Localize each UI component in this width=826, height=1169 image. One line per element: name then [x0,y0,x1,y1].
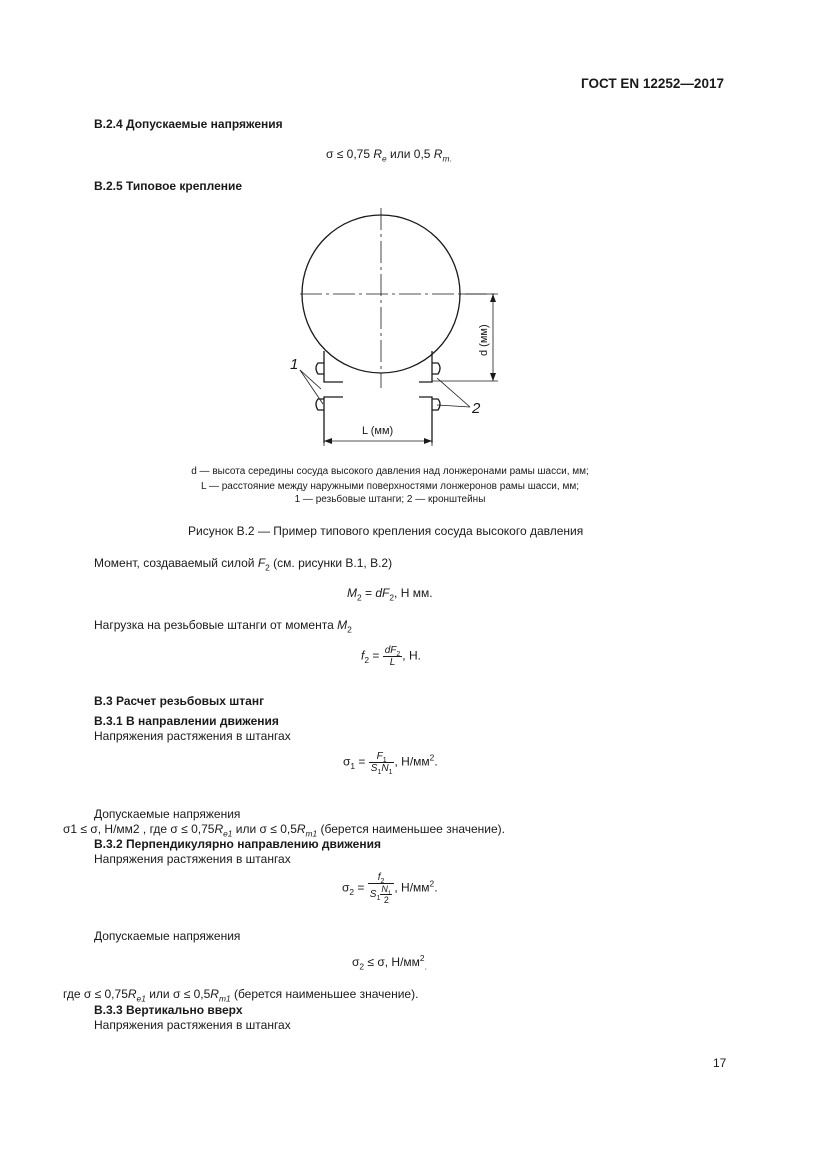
bracket-right-lower [432,399,440,410]
formula-allowable-stress: σ ≤ 0,75 $R_e$ или 0,5 $R_{m.}$ [326,147,452,164]
section-b33-text: Напряжения растяжения в штангах [94,1018,291,1032]
bracket-left-lower [316,399,324,410]
document-code: ГОСТ EN 12252—2017 [581,76,724,91]
section-b31-title: B.3.1 В направлении движения [94,714,279,728]
load-equation: $f_2$ = $\frac{dF_2}{L}$ , Н. [361,645,421,668]
section-b25-title: B.2.5 Типовое крепление [94,179,243,193]
stress-equation-2: $\sigma_2$ = $f_2$ $S_1$ $\frac{N_1}{2}$ , $Н/мм^2$. [342,872,438,905]
allowable-stress-where-2: где $\sigma \le 0,75R_{e1}$ или $\sigma \le 0,5R_{m1}$ (берется наименьшее значение). [63,987,419,1004]
allowable-stress-label-1: Допускаемые напряжения [94,807,241,821]
section-b31-text: Напряжения растяжения в штангах [94,729,291,743]
bracket-left-upper [316,363,324,374]
section-b33-title: B.3.3 Вертикально вверх [94,1003,243,1017]
figure-b2-diagram [0,0,826,520]
allowable-stress-label-2: Допускаемые напряжения [94,929,241,943]
dim-d-label: d (мм) [478,324,490,356]
load-text: Нагрузка на резьбовые штанги от момента $M_2$ [94,618,352,635]
frame-rail-right-lower [419,397,432,443]
section-b24-title: B.2.4 Допускаемые напряжения [94,117,283,131]
allowable-stress-equation-2: $\sigma_2 \le \sigma$, $Н/мм^2_.$ [352,953,427,972]
bracket-right-upper [432,363,440,374]
section-b32-title: B.3.2 Перпендикулярно направлению движения [94,837,381,851]
moment-equation: $M_2 = dF_2$, Н мм. [347,586,433,603]
page-number: 17 [713,1056,727,1070]
section-b3-title: B.3 Расчет резьбовых штанг [94,694,265,708]
allowable-stress-line-1: σ1 ≤ σ, Н/мм2 , где $\sigma \le 0,75R_{e1}$ или $\sigma \le 0,5R_{m1}$ (берется наименьшее значение). [63,822,505,839]
figure-legend-line-3: 1 — резьбовые штанги; 2 — кронштейны [294,494,486,505]
figure-legend-line-1: d — высота середины сосуда высокого давления над лонжеронами рамы шасси, мм; [191,466,589,477]
callout-2: 2 [472,400,481,417]
callout-1: 1 [290,356,299,373]
frame-rail-left [324,351,343,382]
frame-rail-left-lower [324,397,343,443]
moment-text: Момент, создаваемый силой $F_2$ (см. рисунки B.1, B.2) [94,556,393,573]
figure-caption: Рисунок B.2 — Пример типового крепления сосуда высокого давления [188,524,584,538]
stress-equation-1: $\sigma_1$ = $\frac{F_1}{S_1N_1}$ , $Н/мм^2$. [343,751,438,776]
figure-legend-line-2: L — расстояние между наружными поверхностями лонжеронов рамы шасси, мм; [201,481,579,492]
section-b32-text: Напряжения растяжения в штангах [94,852,291,866]
dim-L-label: L (мм) [362,425,394,437]
